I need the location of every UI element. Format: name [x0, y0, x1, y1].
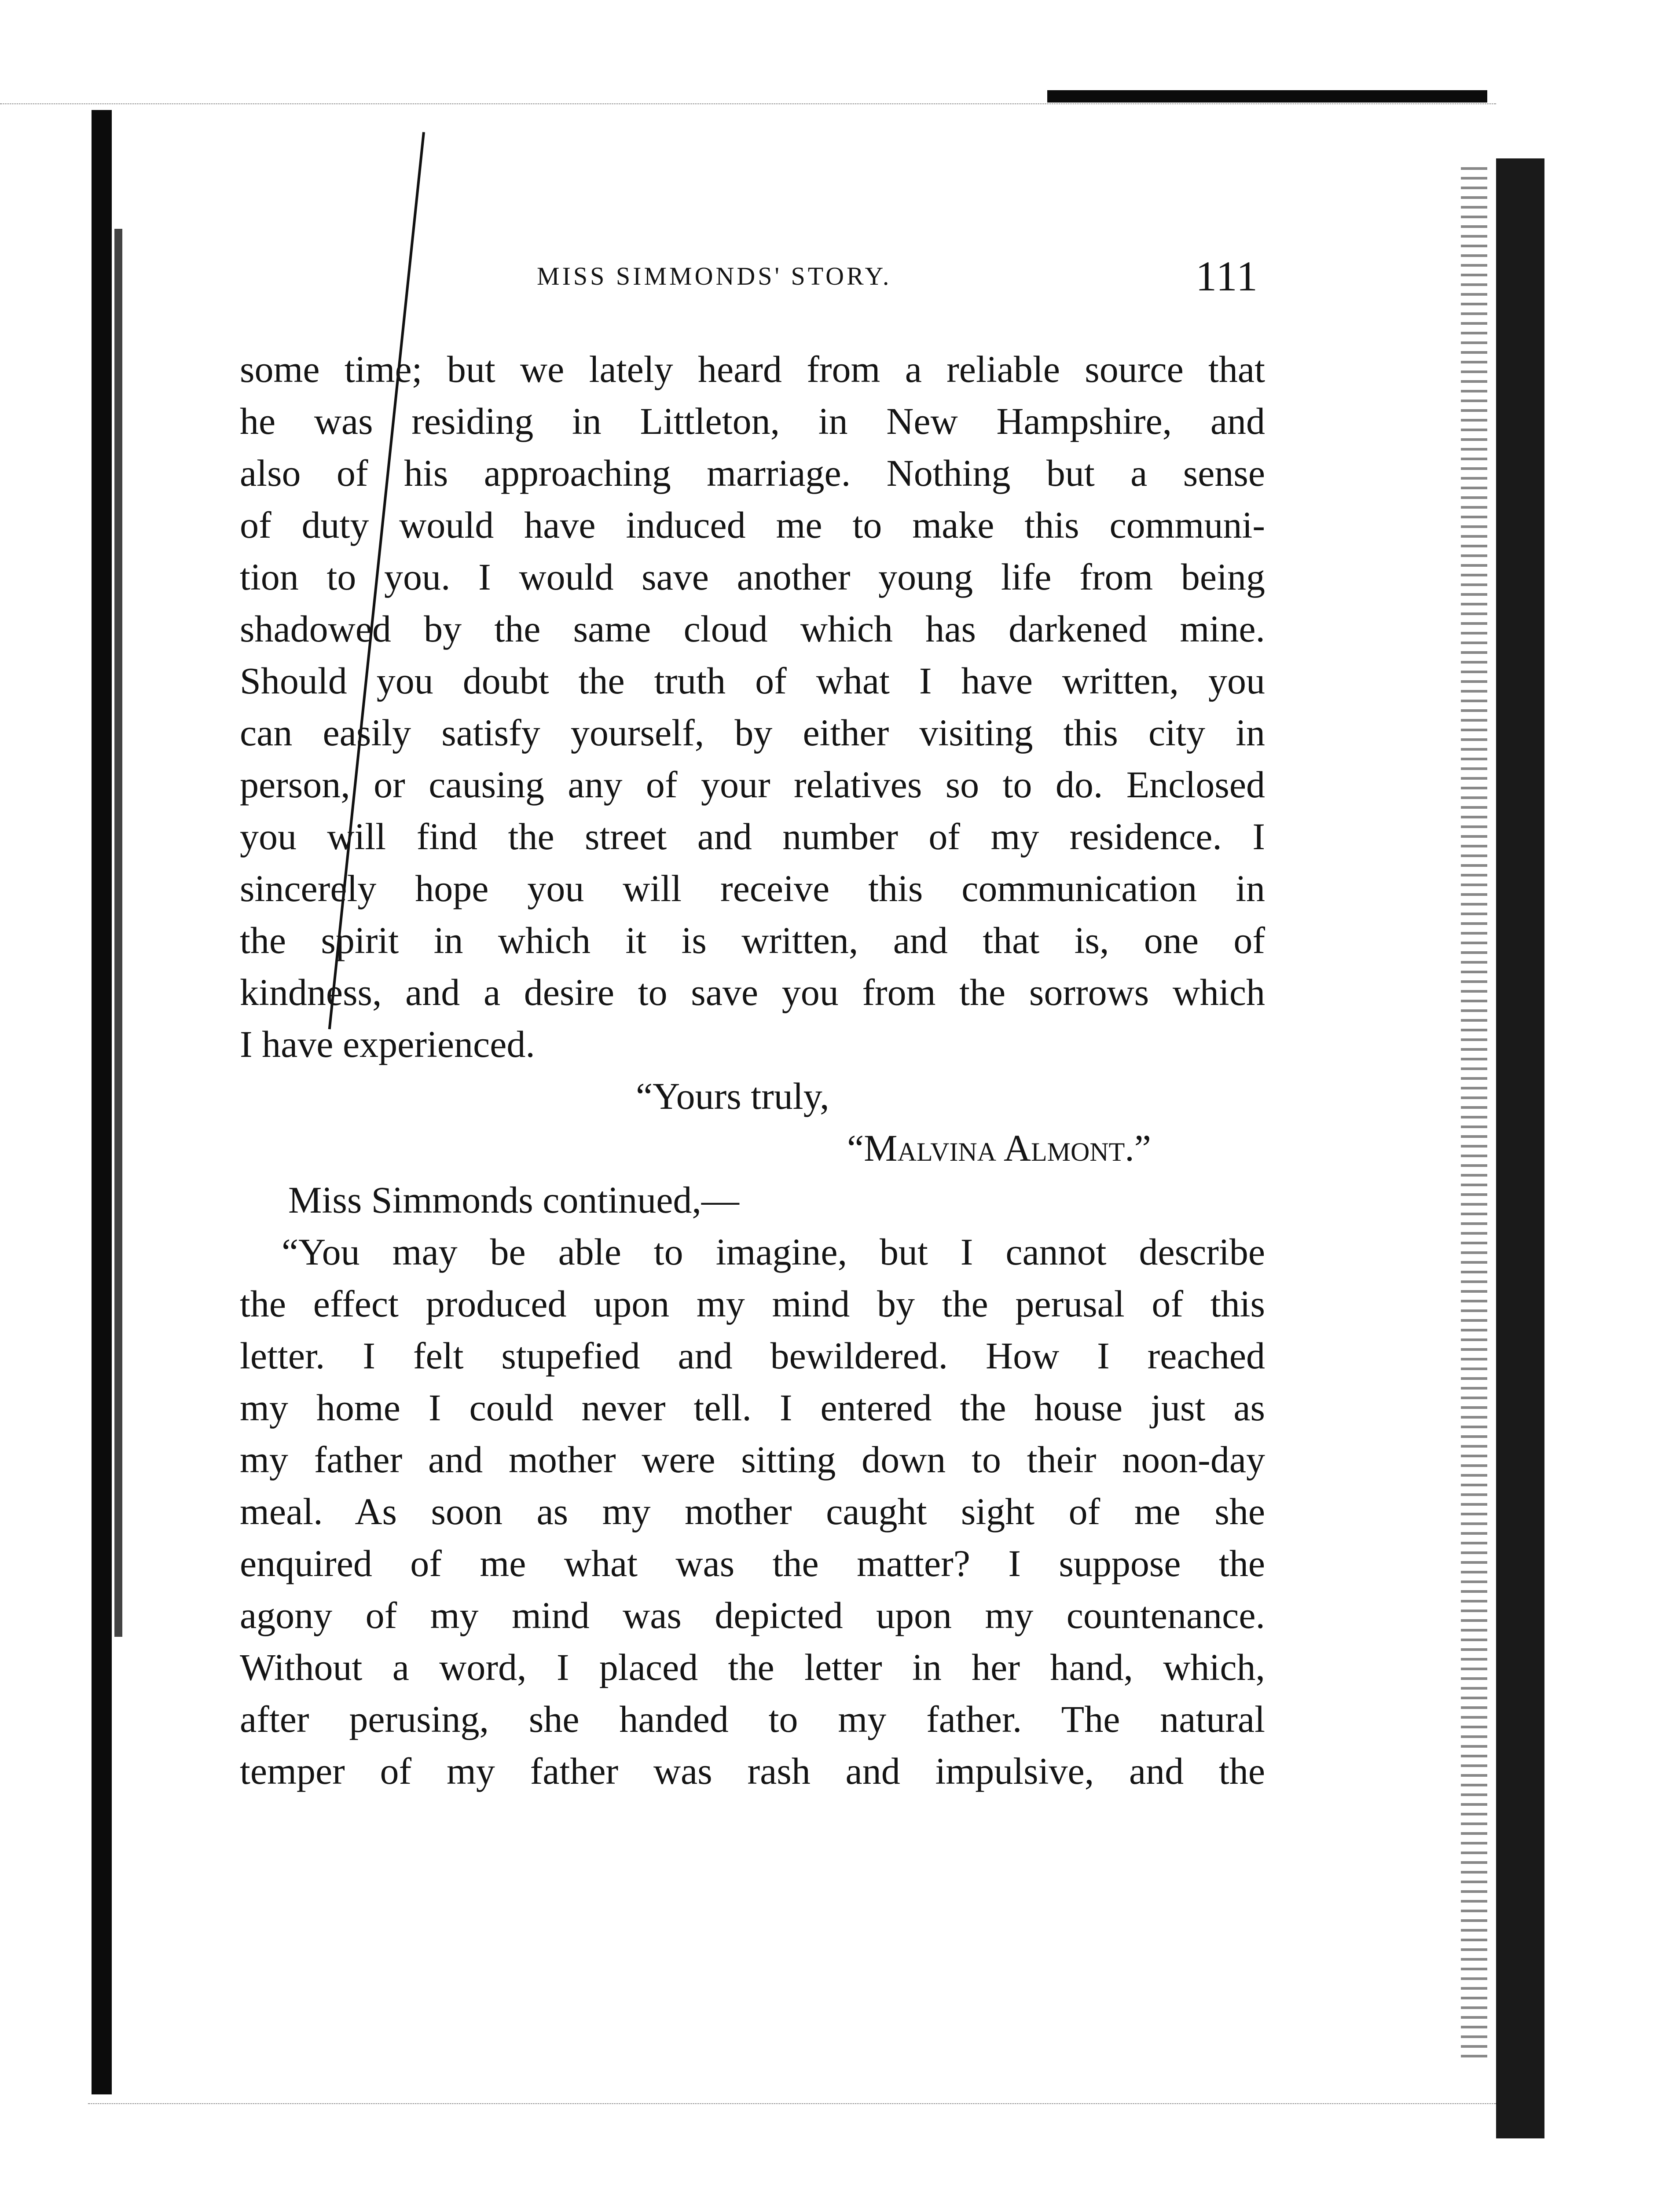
text-line: can easily satisfy yourself, by either visiting this city in — [240, 711, 1265, 754]
text-line: some time; but we lately heard from a reliable source that — [240, 348, 1265, 390]
text-line: my home I could never tell. I entered the house just as — [240, 1386, 1265, 1429]
page-number: 111 — [1196, 253, 1258, 300]
narrative-intro: Miss Simmonds continued,— — [288, 1179, 739, 1221]
right-edge-fringe — [1461, 167, 1487, 2059]
text-line: I have experienced. — [240, 1023, 535, 1065]
text-line: Should you doubt the truth of what I have written, you — [240, 660, 1265, 702]
page-header — [497, 252, 1258, 300]
letter-closing: “Yours truly, — [636, 1075, 829, 1117]
running-head: MISS SIMMONDS' STORY. — [537, 262, 892, 290]
letter-signature: “Malvina Almont.” — [847, 1127, 1151, 1169]
text-line: of duty would have induced me to make this communi- — [240, 504, 1265, 546]
left-binding-shadow — [92, 110, 112, 2094]
text-line: “You may be able to imagine, but I cannot describe — [282, 1231, 1265, 1273]
text-line: my father and mother were sitting down to their noon-day — [240, 1438, 1265, 1481]
text-line: meal. As soon as my mother caught sight of me she — [240, 1490, 1265, 1533]
text-line: letter. I felt stupefied and bewildered. How I reached — [240, 1335, 1265, 1377]
left-binding-shadow-inner — [114, 229, 122, 1637]
text-line: enquired of me what was the matter? I suppose the — [240, 1542, 1265, 1584]
bottom-edge-noise — [88, 2103, 1496, 2104]
text-line: you will find the street and number of my residence. I — [240, 815, 1265, 858]
right-edge-shadow — [1496, 158, 1544, 2138]
text-line: he was residing in Littleton, in New Hampshire, and — [240, 400, 1265, 442]
top-edge-shadow — [1047, 90, 1487, 103]
text-line: agony of my mind was depicted upon my countenance. — [240, 1594, 1265, 1636]
text-line: the spirit in which it is written, and that is, one of — [240, 919, 1265, 961]
text-line: kindness, and a desire to save you from the sorrows which — [240, 971, 1265, 1013]
text-line: temper of my father was rash and impulsive, and the — [240, 1750, 1265, 1792]
text-line: shadowed by the same cloud which has darkened mine. — [240, 608, 1265, 650]
text-line: tion to you. I would save another young life from being — [240, 556, 1265, 598]
top-edge-noise — [0, 103, 1496, 104]
text-line: Without a word, I placed the letter in her hand, which, — [240, 1646, 1265, 1688]
text-line: after perusing, she handed to my father. The natural — [240, 1698, 1265, 1740]
text-line: the effect produced upon my mind by the perusal of this — [240, 1283, 1265, 1325]
page-body — [240, 343, 1265, 1797]
text-line: also of his approaching marriage. Nothing but a sense — [240, 452, 1265, 494]
text-line: person, or causing any of your relatives so to do. Enclosed — [240, 763, 1265, 806]
text-line: sincerely hope you will receive this communication in — [240, 867, 1265, 909]
